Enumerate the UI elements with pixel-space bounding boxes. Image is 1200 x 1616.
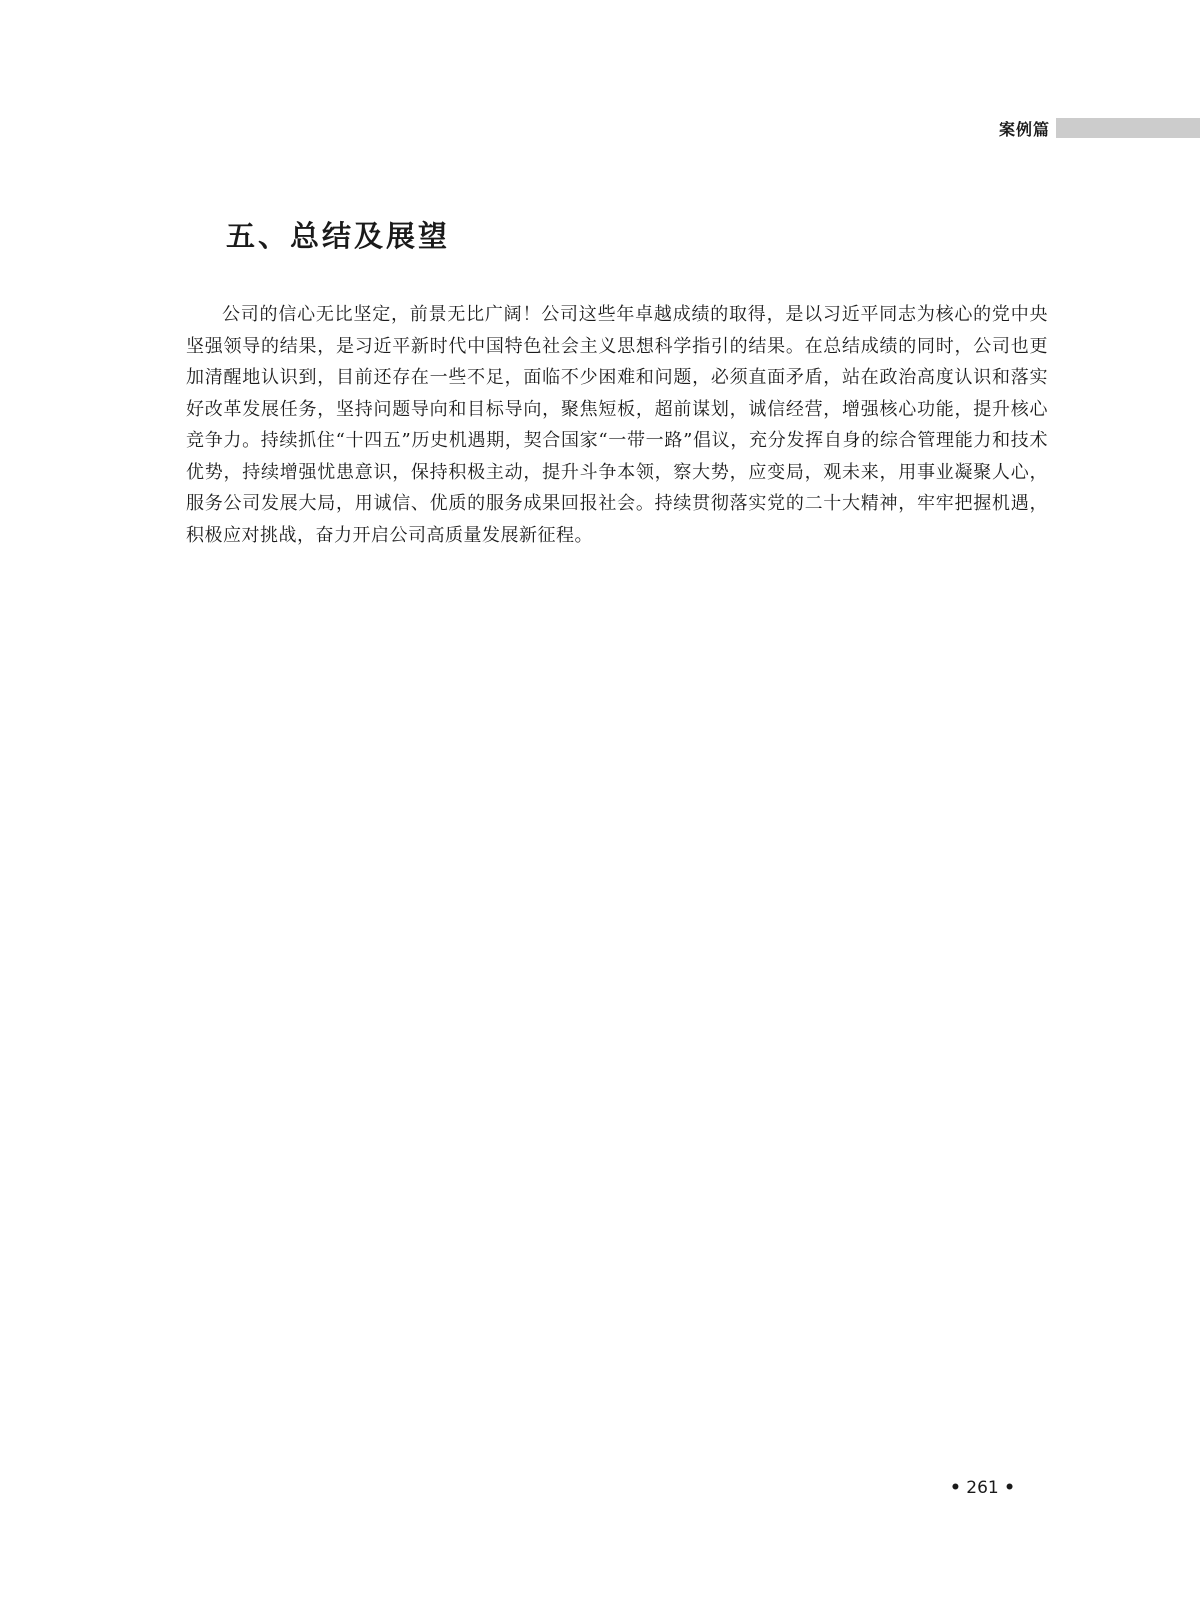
page-number-dot-left: •	[950, 1478, 961, 1498]
page-number: 261	[966, 1478, 999, 1498]
running-header	[0, 118, 1200, 142]
section-heading: 五、总结及展望	[226, 219, 451, 253]
page-number-dot-right: •	[1004, 1478, 1016, 1498]
section-label: 案例篇	[998, 120, 1050, 139]
section-tab-bar	[1056, 118, 1200, 138]
page-number-footer	[950, 1478, 1015, 1498]
body-paragraph: 公司的信心无比坚定，前景无比广阔！公司这些年卓越成绩的取得，是以习近平同志为核心的党中央坚强领导的结果，是习近平新时代中国特色社会主义思想科学指引的结果。在总结成绩的同时，公司也更加清醒地认识到，目前还存在一些不足，面临不少困难和问题，必须直面矛盾，站在政治高度认识和落实好改革发展任务，坚持问题导向和目标导向，聚焦短板，超前谋划，诚信经营，增强核心功能，提升核心竞争力。持续抓住“十四五”历史机遇期，契合国家“一带一路”倡议，充分发挥自身的综合管理能力和技术优势，持续增强忧患意识，保持积极主动，提升斗争本领，察大势，应变局，观未来，用事业凝聚人心，服务公司发展大局，用诚信、优质的服务成果回报社会。持续贯彻落实党的二十大精神，牢牢把握机遇，积极应对挑战，奋力开启公司高质量发展新征程。	[186, 304, 1048, 546]
